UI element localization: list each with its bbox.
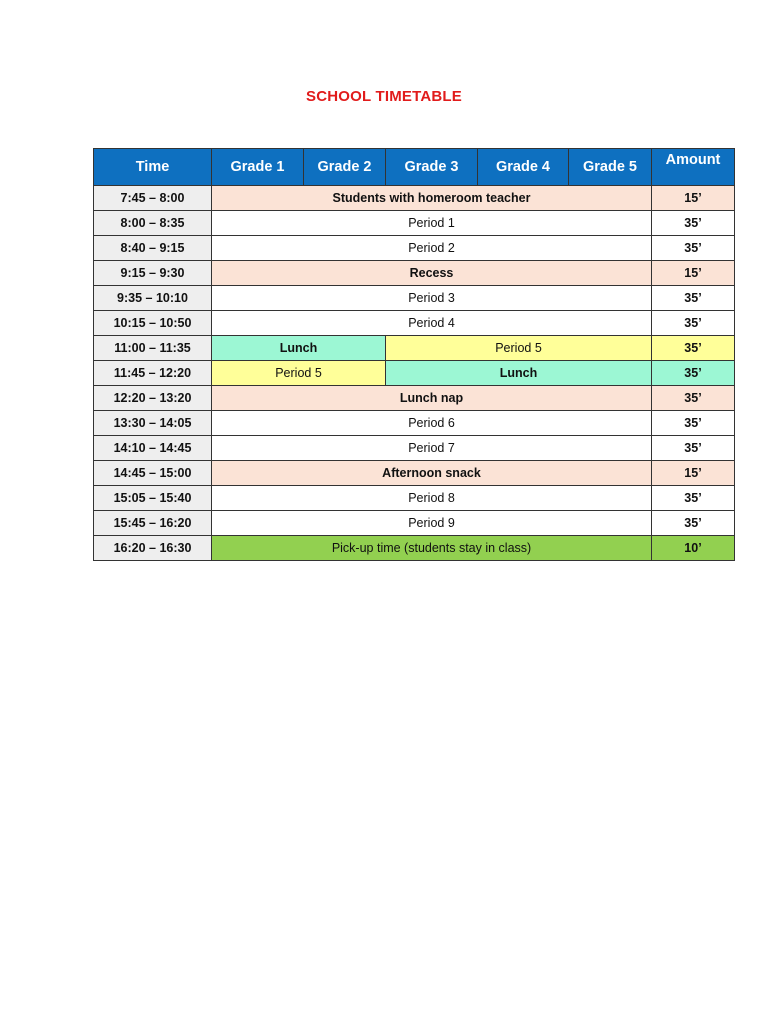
- amount-cell: 10’: [652, 536, 735, 561]
- amount-cell: 35’: [652, 486, 735, 511]
- amount-cell: 35’: [652, 361, 735, 386]
- header-grade-3: Grade 3: [386, 149, 478, 186]
- table-row: [94, 411, 735, 436]
- lunch-cell: Lunch: [386, 361, 652, 386]
- activity-cell: Recess: [212, 261, 652, 286]
- table-row: [94, 211, 735, 236]
- header-grade-1: Grade 1: [212, 149, 304, 186]
- header-amount: Amount: [652, 149, 735, 186]
- lunch-cell: Lunch: [212, 336, 386, 361]
- time-cell: 10:15 – 10:50: [94, 311, 212, 336]
- activity-cell: Afternoon snack: [212, 461, 652, 486]
- table-row: [94, 336, 735, 361]
- time-cell: 9:15 – 9:30: [94, 261, 212, 286]
- timetable: [93, 148, 735, 561]
- table-row: [94, 311, 735, 336]
- activity-cell: Lunch nap: [212, 386, 652, 411]
- activity-cell: Period 8: [212, 486, 652, 511]
- table-row: [94, 261, 735, 286]
- period-5-cell: Period 5: [386, 336, 652, 361]
- amount-cell: 35’: [652, 286, 735, 311]
- header-time: Time: [94, 149, 212, 186]
- period-5-cell: Period 5: [212, 361, 386, 386]
- amount-cell: 35’: [652, 411, 735, 436]
- time-cell: 13:30 – 14:05: [94, 411, 212, 436]
- time-cell: 12:20 – 13:20: [94, 386, 212, 411]
- amount-cell: 35’: [652, 211, 735, 236]
- activity-cell: Students with homeroom teacher: [212, 186, 652, 211]
- time-cell: 8:00 – 8:35: [94, 211, 212, 236]
- time-cell: 15:05 – 15:40: [94, 486, 212, 511]
- time-cell: 15:45 – 16:20: [94, 511, 212, 536]
- header-grade-4: Grade 4: [478, 149, 569, 186]
- time-cell: 16:20 – 16:30: [94, 536, 212, 561]
- time-cell: 9:35 – 10:10: [94, 286, 212, 311]
- page-title: SCHOOL TIMETABLE: [306, 88, 462, 105]
- activity-cell: Pick-up time (students stay in class): [212, 536, 652, 561]
- table-row: [94, 361, 735, 386]
- amount-cell: 35’: [652, 236, 735, 261]
- amount-cell: 35’: [652, 511, 735, 536]
- table-row: [94, 461, 735, 486]
- time-cell: 8:40 – 9:15: [94, 236, 212, 261]
- amount-cell: 15’: [652, 186, 735, 211]
- activity-cell: Period 7: [212, 436, 652, 461]
- amount-cell: 35’: [652, 386, 735, 411]
- time-cell: 14:45 – 15:00: [94, 461, 212, 486]
- time-cell: 7:45 – 8:00: [94, 186, 212, 211]
- amount-cell: 15’: [652, 461, 735, 486]
- header-row: [94, 149, 735, 186]
- table-row: [94, 536, 735, 561]
- activity-cell: Period 4: [212, 311, 652, 336]
- table-row: [94, 186, 735, 211]
- amount-cell: 35’: [652, 436, 735, 461]
- table-row: [94, 386, 735, 411]
- table-row: [94, 286, 735, 311]
- amount-cell: 15’: [652, 261, 735, 286]
- activity-cell: Period 6: [212, 411, 652, 436]
- time-cell: 11:45 – 12:20: [94, 361, 212, 386]
- activity-cell: Period 1: [212, 211, 652, 236]
- header-grade-2: Grade 2: [304, 149, 386, 186]
- amount-cell: 35’: [652, 311, 735, 336]
- table-row: [94, 436, 735, 461]
- activity-cell: Period 9: [212, 511, 652, 536]
- time-cell: 14:10 – 14:45: [94, 436, 212, 461]
- time-cell: 11:00 – 11:35: [94, 336, 212, 361]
- amount-cell: 35’: [652, 336, 735, 361]
- table-row: [94, 486, 735, 511]
- table-row: [94, 511, 735, 536]
- activity-cell: Period 3: [212, 286, 652, 311]
- activity-cell: Period 2: [212, 236, 652, 261]
- table-row: [94, 236, 735, 261]
- header-grade-5: Grade 5: [569, 149, 652, 186]
